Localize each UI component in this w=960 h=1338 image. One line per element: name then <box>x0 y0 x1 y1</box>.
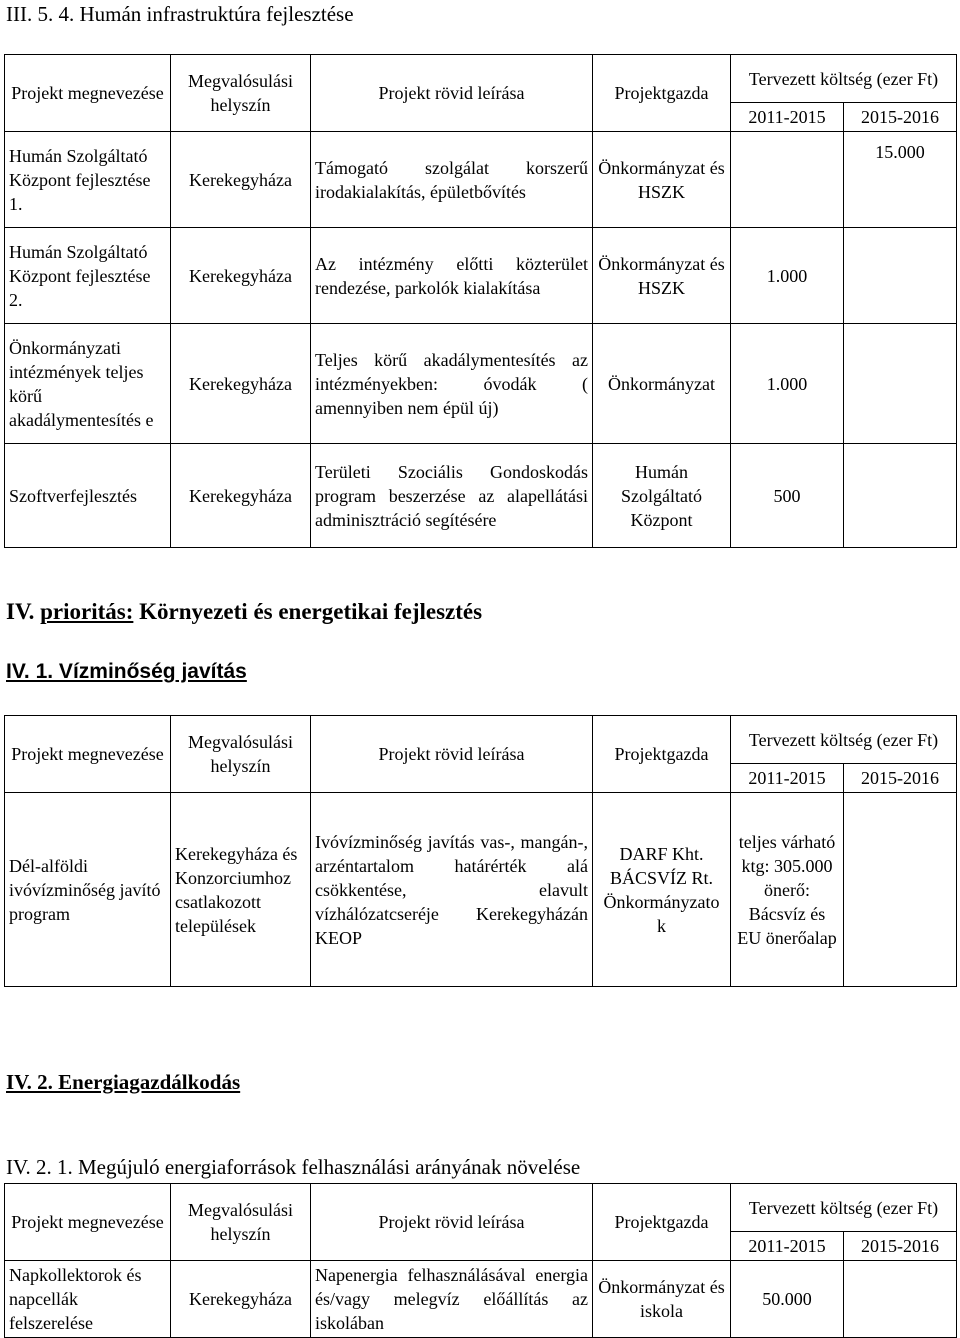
owner-cell: Önkormányzat és HSZK <box>593 228 731 324</box>
header-project-name: Projekt megnevezése <box>5 716 171 793</box>
cost-2011-2015-cell: 1.000 <box>731 324 844 444</box>
header-owner: Projektgazda <box>593 1184 731 1261</box>
project-name-cell: Humán Szolgáltató Központ fejlesztése 2. <box>5 228 171 324</box>
location-cell: Kerekegyháza <box>171 132 311 228</box>
description-cell: Területi Szociális Gondoskodás program beszerzése az alapellátási adminisztráció segítésére <box>311 444 593 548</box>
cost-2015-2016-cell <box>844 228 957 324</box>
project-name-cell: Napkollektorok és napcellák felszerelése <box>5 1261 171 1338</box>
location-cell: Kerekegyháza <box>171 1261 311 1338</box>
owner-cell: Önkormányzat és HSZK <box>593 132 731 228</box>
table-header-row <box>5 1184 957 1232</box>
section-iv2-heading <box>6 1070 240 1094</box>
cost-2011-2015-cell <box>731 132 844 228</box>
owner-cell: Humán Szolgáltató Központ <box>593 444 731 548</box>
cost-2011-2015-cell: 1.000 <box>731 228 844 324</box>
cost-2015-2016-cell <box>844 444 957 548</box>
section-iv1-title: IV. 1. Vízminőség javítás <box>6 660 247 683</box>
cost-2015-2016-cell: 15.000 <box>844 132 957 228</box>
header-planned-cost: Tervezett költség (ezer Ft) <box>731 716 957 764</box>
owner-cell: Önkormányzat és iskola <box>593 1261 731 1338</box>
description-cell: Az intézmény előtti közterület rendezése, parkolók kialakítása <box>311 228 593 324</box>
table-row <box>5 132 957 228</box>
cost-2015-2016-cell <box>844 324 957 444</box>
section-iv21-title: IV. 2. 1. Megújuló energiaforrások felhasználási arányának növelése <box>6 1155 581 1179</box>
header-planned-cost: Tervezett költség (ezer Ft) <box>731 55 957 103</box>
header-project-name: Projekt megnevezése <box>5 1184 171 1261</box>
header-location: Megvalósulási helyszín <box>171 716 311 793</box>
section-iii-heading <box>6 2 354 26</box>
table-row <box>5 1261 957 1338</box>
section-iv-title: Környezeti és energetikai fejlesztés <box>139 599 483 624</box>
project-table-human-infrastructure <box>4 54 957 548</box>
location-cell: Kerekegyháza <box>171 228 311 324</box>
cost-2011-2015-cell: teljes várható ktg: 305.000 önerő: Bácsvíz és EU önerőalap <box>731 793 844 987</box>
header-period-2011-2015: 2011-2015 <box>731 1232 844 1261</box>
section-iv-heading <box>6 600 482 624</box>
header-description: Projekt rövid leírása <box>311 716 593 793</box>
cost-2011-2015-cell: 50.000 <box>731 1261 844 1338</box>
owner-cell: DARF Kht. BÁCSVÍZ Rt. Önkormányzato k <box>593 793 731 987</box>
section-iv2-title: IV. 2. Energiagazdálkodás <box>6 1070 241 1094</box>
description-cell: Ivóvízminőség javítás vas-, mangán-, arzéntartalom határérték alá csökkentése, elavult vízhálózatcseréje Kerekegyházán KEOP <box>311 793 593 987</box>
location-cell: Kerekegyháza <box>171 324 311 444</box>
section-iv-prefix: IV. <box>6 599 35 624</box>
project-name-cell: Humán Szolgáltató Központ fejlesztése 1. <box>5 132 171 228</box>
description-cell: Napenergia felhasználásával energia és/vagy melegvíz előállítás az iskolában <box>311 1261 593 1338</box>
description-cell: Teljes körű akadálymentesítés az intézményekben: óvodák ( amennyiben nem épül új) <box>311 324 593 444</box>
project-name-cell: Dél-alföldi ivóvízminőség javító program <box>5 793 171 987</box>
section-iv21-heading <box>6 1155 580 1179</box>
header-period-2015-2016: 2015-2016 <box>844 1232 957 1261</box>
cost-2015-2016-cell <box>844 793 957 987</box>
header-location: Megvalósulási helyszín <box>171 1184 311 1261</box>
section-iii-title: III. 5. 4. Humán infrastruktúra fejlesztése <box>6 2 354 26</box>
cost-2015-2016-cell <box>844 1261 957 1338</box>
header-owner: Projektgazda <box>593 716 731 793</box>
section-iv1-heading <box>6 660 247 684</box>
header-project-name: Projekt megnevezése <box>5 55 171 132</box>
header-description: Projekt rövid leírása <box>311 55 593 132</box>
header-period-2011-2015: 2011-2015 <box>731 103 844 132</box>
header-description: Projekt rövid leírása <box>311 1184 593 1261</box>
project-table-renewable-energy <box>4 1183 957 1338</box>
cost-2011-2015-cell: 500 <box>731 444 844 548</box>
header-planned-cost: Tervezett költség (ezer Ft) <box>731 1184 957 1232</box>
project-table-water-quality <box>4 715 957 987</box>
header-period-2011-2015: 2011-2015 <box>731 764 844 793</box>
table-row <box>5 793 957 987</box>
description-cell: Támogató szolgálat korszerű irodakialakítás, épületbővítés <box>311 132 593 228</box>
table-row <box>5 228 957 324</box>
header-owner: Projektgazda <box>593 55 731 132</box>
table-row <box>5 324 957 444</box>
table-row <box>5 444 957 548</box>
table-header-row <box>5 55 957 103</box>
project-name-cell: Önkormányzati intézmények teljes körű akadálymentesítés e <box>5 324 171 444</box>
header-period-2015-2016: 2015-2016 <box>844 764 957 793</box>
owner-cell: Önkormányzat <box>593 324 731 444</box>
header-location: Megvalósulási helyszín <box>171 55 311 132</box>
section-iv-label: prioritás: <box>40 599 134 624</box>
location-cell: Kerekegyháza <box>171 444 311 548</box>
project-name-cell: Szoftverfejlesztés <box>5 444 171 548</box>
table-header-row <box>5 716 957 764</box>
header-period-2015-2016: 2015-2016 <box>844 103 957 132</box>
location-cell: Kerekegyháza és Konzorciumhoz csatlakozott települések <box>171 793 311 987</box>
